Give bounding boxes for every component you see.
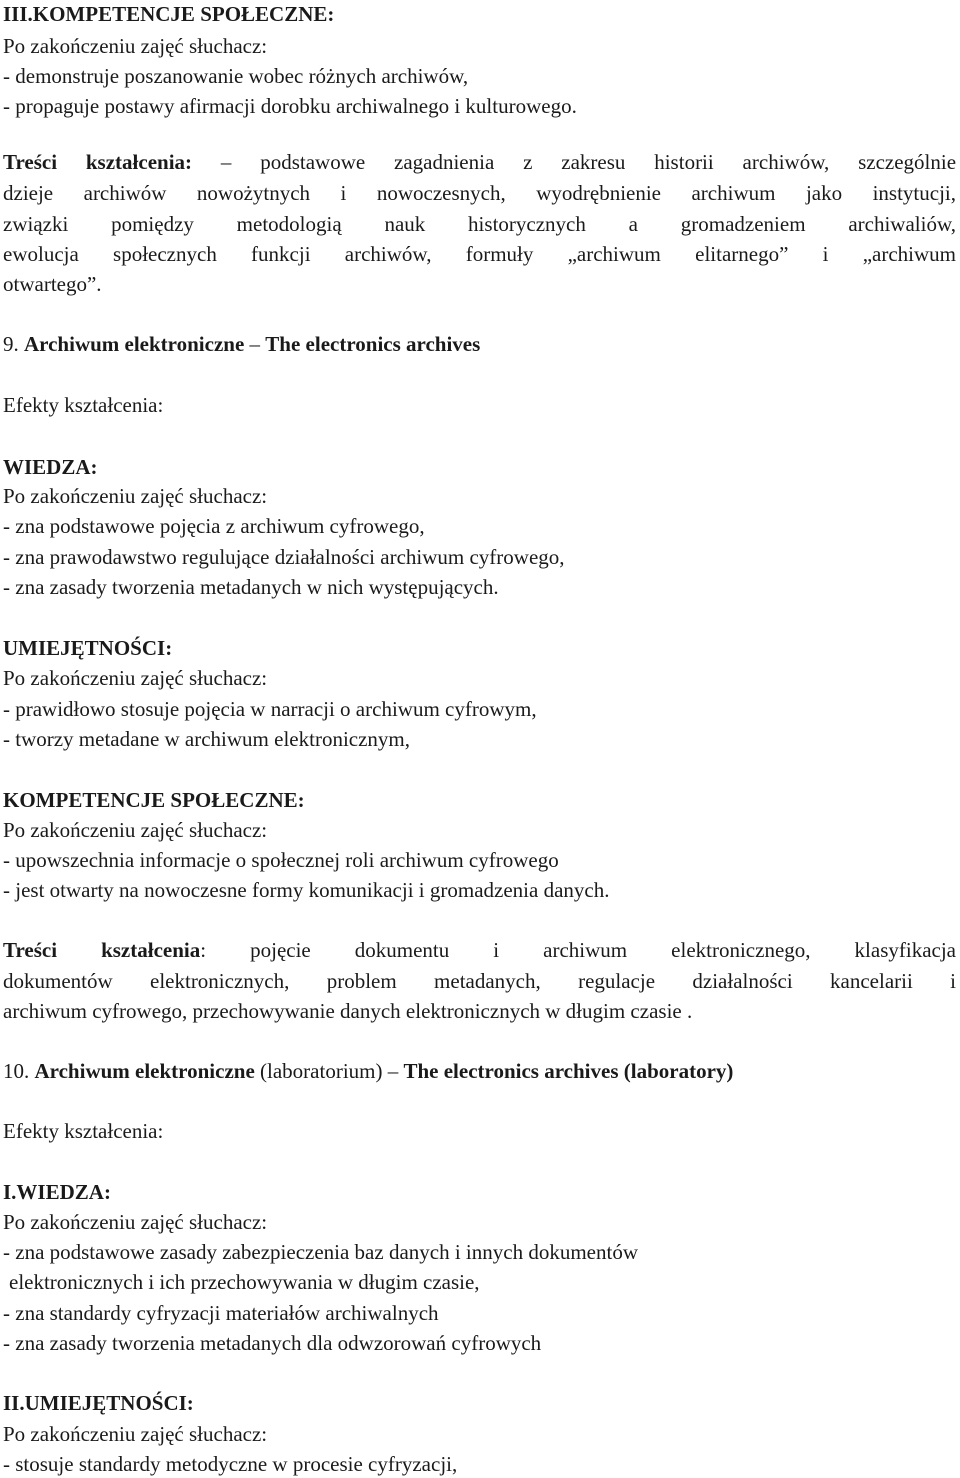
tresci-label: Treści kształcenia: xyxy=(3,150,193,174)
intro-text: Po zakończeniu zajęć słuchacz: xyxy=(3,818,268,842)
intro-text: Po zakończeniu zajęć słuchacz: xyxy=(3,1210,268,1234)
section-header: KOMPETENCJE SPOŁECZNE: xyxy=(3,788,305,812)
list-item: - upowszechnia informacje o społecznej roli archiwum cyfrowego xyxy=(3,848,559,872)
intro-text: Po zakończeniu zajęć słuchacz: xyxy=(3,1422,268,1446)
section-header: I.WIEDZA: xyxy=(3,1180,111,1204)
list-item: elektronicznych i ich przechowywania w długim czasie, xyxy=(9,1270,480,1294)
list-item: - demonstruje poszanowanie wobec różnych archiwów, xyxy=(3,64,469,88)
paragraph-line: Treści kształcenia: – podstawowe zagadnienia z zakresu historii archiwów, szczególnie xyxy=(3,150,957,174)
section-header: UMIEJĘTNOŚCI: xyxy=(3,636,173,660)
paragraph-line: otwartego”. xyxy=(3,272,102,296)
paragraph-line: Treści kształcenia: pojęcie dokumentu i archiwum elektronicznego, klasyfikacja xyxy=(3,938,956,962)
list-item: - zna standardy cyfryzacji materiałów archiwalnych xyxy=(3,1301,439,1325)
paragraph-line: dokumentów elektronicznych, problem metadanych, regulacje działalności kancelarii i xyxy=(3,969,956,993)
list-item: - tworzy metadane w archiwum elektronicznym, xyxy=(3,727,411,751)
course-heading: 10. Archiwum elektroniczne (laboratorium) – The electronics archives (laboratory) xyxy=(3,1059,734,1083)
section-header: III.KOMPETENCJE SPOŁECZNE: xyxy=(3,2,335,26)
list-item: - stosuje standardy metodyczne w procesie cyfryzacji, xyxy=(3,1452,458,1476)
list-item: - prawidłowo stosuje pojęcia w narracji o archiwum cyfrowym, xyxy=(3,697,537,721)
paragraph-line: archiwum cyfrowego, przechowywanie danych elektronicznych w długim czasie . xyxy=(3,999,693,1023)
paragraph-line: ewolucja społecznych funkcji archiwów, formuły „archiwum elitarnego” i „archiwum xyxy=(3,242,956,266)
list-item: - zna zasady tworzenia metadanych dla odwzorowań cyfrowych xyxy=(3,1331,542,1355)
course-heading: 9. Archiwum elektroniczne – The electronics archives xyxy=(3,332,481,356)
section-header: WIEDZA: xyxy=(3,455,98,479)
list-item: - propaguje postawy afirmacji dorobku archiwalnego i kulturowego. xyxy=(3,94,577,118)
intro-text: Po zakończeniu zajęć słuchacz: xyxy=(3,484,268,508)
paragraph-line: dzieje archiwów nowożytnych i nowoczesnych, wyodrębnienie archiwum jako instytucji, xyxy=(3,181,956,205)
list-item: - zna zasady tworzenia metadanych w nich występujących. xyxy=(3,575,499,599)
intro-text: Po zakończeniu zajęć słuchacz: xyxy=(3,34,268,58)
list-item: - zna podstawowe pojęcia z archiwum cyfrowego, xyxy=(3,514,425,538)
efekty-label: Efekty kształcenia: xyxy=(3,393,164,417)
efekty-label: Efekty kształcenia: xyxy=(3,1119,164,1143)
paragraph-line: związki pomiędzy metodologią nauk historycznych a gromadzeniem archiwaliów, xyxy=(3,212,956,236)
tresci-label: Treści kształcenia xyxy=(3,938,201,962)
list-item: - zna podstawowe zasady zabezpieczenia baz danych i innych dokumentów xyxy=(3,1240,638,1264)
section-header: II.UMIEJĘTNOŚCI: xyxy=(3,1391,194,1415)
list-item: - jest otwarty na nowoczesne formy komunikacji i gromadzenia danych. xyxy=(3,878,610,902)
intro-text: Po zakończeniu zajęć słuchacz: xyxy=(3,666,268,690)
list-item: - zna prawodawstwo regulujące działalności archiwum cyfrowego, xyxy=(3,545,565,569)
